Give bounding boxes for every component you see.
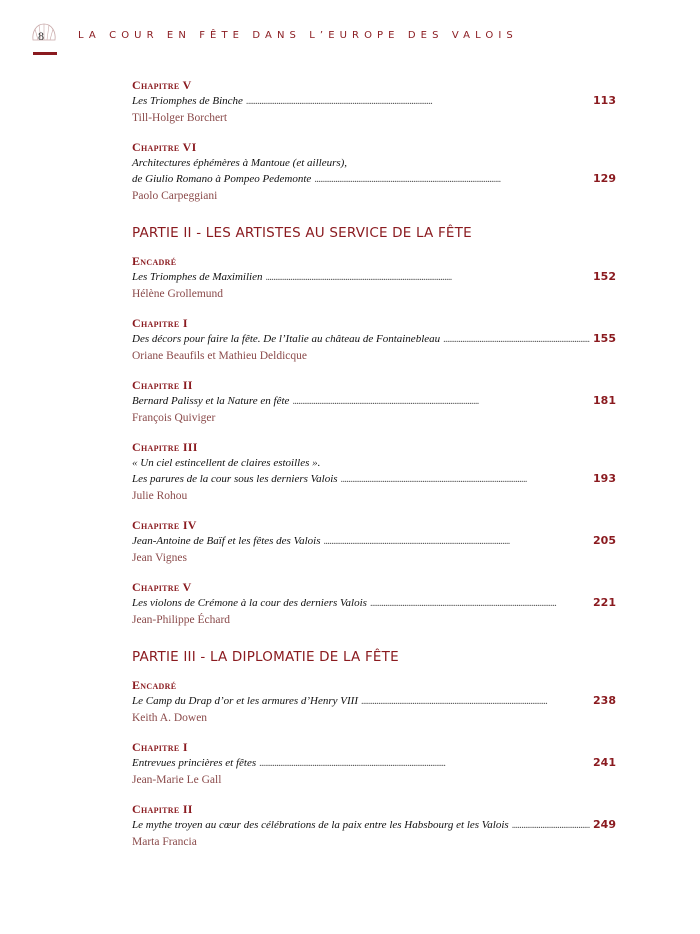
entry-author: François Quiviger (132, 412, 216, 424)
entry-author: Oriane Beaufils et Mathieu Deldicque (132, 350, 307, 362)
toc-entry[interactable] (132, 254, 616, 302)
leader-dots (443, 331, 590, 348)
toc-entry[interactable] (132, 802, 616, 850)
toc-entry[interactable] (132, 140, 616, 204)
entry-line (132, 331, 616, 348)
leader-dots (341, 471, 590, 488)
entry-line (132, 471, 616, 488)
entry-page: 249 (593, 818, 616, 831)
shell-emblem-icon (30, 22, 58, 46)
entry-label: Chapitre II (132, 378, 193, 392)
entry-author: Hélène Grollemund (132, 288, 224, 300)
entry-label: Chapitre V (132, 78, 192, 92)
toc-entry[interactable] (132, 580, 616, 628)
page-number: 8 (38, 29, 44, 43)
entry-label: Chapitre III (132, 440, 198, 454)
entry-title-line1: Architectures éphémères à Mantoue (et ailleurs), (132, 157, 348, 169)
entry-title: Le Camp du Drap d’or et les armures d’Henry VIII (132, 695, 358, 707)
entry-line (132, 393, 616, 410)
entry-page: 241 (593, 756, 616, 769)
entry-author: Marta Francia (132, 836, 197, 848)
leader-dots (512, 817, 590, 834)
entry-title: Des décors pour faire la fête. De l’Italie au château de Fontainebleau (132, 333, 441, 345)
entry-label: Chapitre V (132, 580, 192, 594)
entry-page: 113 (593, 94, 616, 107)
leader-dots (246, 93, 590, 110)
toc-entry[interactable] (132, 316, 616, 364)
entry-title: Entrevues princières et fêtes (132, 757, 257, 769)
entry-line (132, 595, 616, 612)
entry-title-line1: « Un ciel estincellent de claires estoilles ». (132, 457, 321, 469)
leader-dots (314, 171, 590, 188)
entry-page: 155 (593, 332, 616, 345)
entry-title: Jean-Antoine de Baïf et les fêtes des Valois (132, 535, 321, 547)
entry-title: de Giulio Romano à Pompeo Pedemonte (132, 173, 312, 185)
entry-title: Les parures de la cour sous les derniers Valois (132, 473, 338, 485)
entry-title: Le mythe troyen au cœur des célébrations de la paix entre les Habsbourg et les Valois (132, 819, 509, 831)
entry-page: 193 (593, 472, 616, 485)
part2-heading: PARTIE II - LES ARTISTES AU SERVICE DE LA FÊTE (132, 225, 472, 241)
entry-line (132, 269, 616, 286)
entry-title: Bernard Palissy et la Nature en fête (132, 395, 290, 407)
entry-page: 238 (593, 694, 616, 707)
table-of-contents (132, 78, 616, 864)
entry-line (132, 171, 616, 188)
entry-label: Encadré (132, 254, 177, 268)
entry-label: Chapitre I (132, 316, 188, 330)
leader-dots (370, 595, 590, 612)
toc-entry[interactable] (132, 518, 616, 566)
entry-author: Julie Rohou (132, 490, 188, 502)
entry-page: 152 (593, 270, 616, 283)
toc-entry[interactable] (132, 740, 616, 788)
entry-page: 221 (593, 596, 616, 609)
page-header (0, 0, 700, 60)
leader-dots (323, 533, 590, 550)
entry-label: Encadré (132, 678, 177, 692)
part3-heading: PARTIE III - LA DIPLOMATIE DE LA FÊTE (132, 649, 399, 665)
toc-entry[interactable] (132, 378, 616, 426)
entry-label: Chapitre II (132, 802, 193, 816)
entry-author: Jean-Philippe Échard (132, 614, 231, 626)
toc-entry[interactable] (132, 678, 616, 726)
entry-page: 181 (593, 394, 616, 407)
leader-dots (292, 393, 590, 410)
entry-title: Les Triomphes de Maximilien (132, 271, 263, 283)
leader-dots (265, 269, 590, 286)
entry-line (132, 533, 616, 550)
entry-title: Les Triomphes de Binche (132, 95, 243, 107)
entry-line (132, 817, 616, 834)
leader-dots (259, 755, 590, 772)
entry-author: Jean Vignes (132, 552, 187, 564)
entry-line (132, 693, 616, 710)
entry-line (132, 93, 616, 110)
entry-page: 129 (593, 172, 616, 185)
running-title: LA COUR EN FÊTE DANS L’EUROPE DES VALOIS (78, 30, 518, 41)
entry-line (132, 755, 616, 772)
entry-page: 205 (593, 534, 616, 547)
header-rule (33, 52, 57, 55)
entry-label: Chapitre IV (132, 518, 197, 532)
entry-author: Till-Holger Borchert (132, 112, 228, 124)
entry-label: Chapitre I (132, 740, 188, 754)
toc-entry[interactable] (132, 440, 616, 504)
leader-dots (361, 693, 590, 710)
entry-author: Paolo Carpeggiani (132, 190, 218, 202)
entry-title: Les violons de Crémone à la cour des derniers Valois (132, 597, 367, 609)
entry-label: Chapitre VI (132, 140, 197, 154)
entry-author: Keith A. Dowen (132, 712, 208, 724)
entry-author: Jean-Marie Le Gall (132, 774, 222, 786)
toc-entry[interactable] (132, 78, 616, 126)
